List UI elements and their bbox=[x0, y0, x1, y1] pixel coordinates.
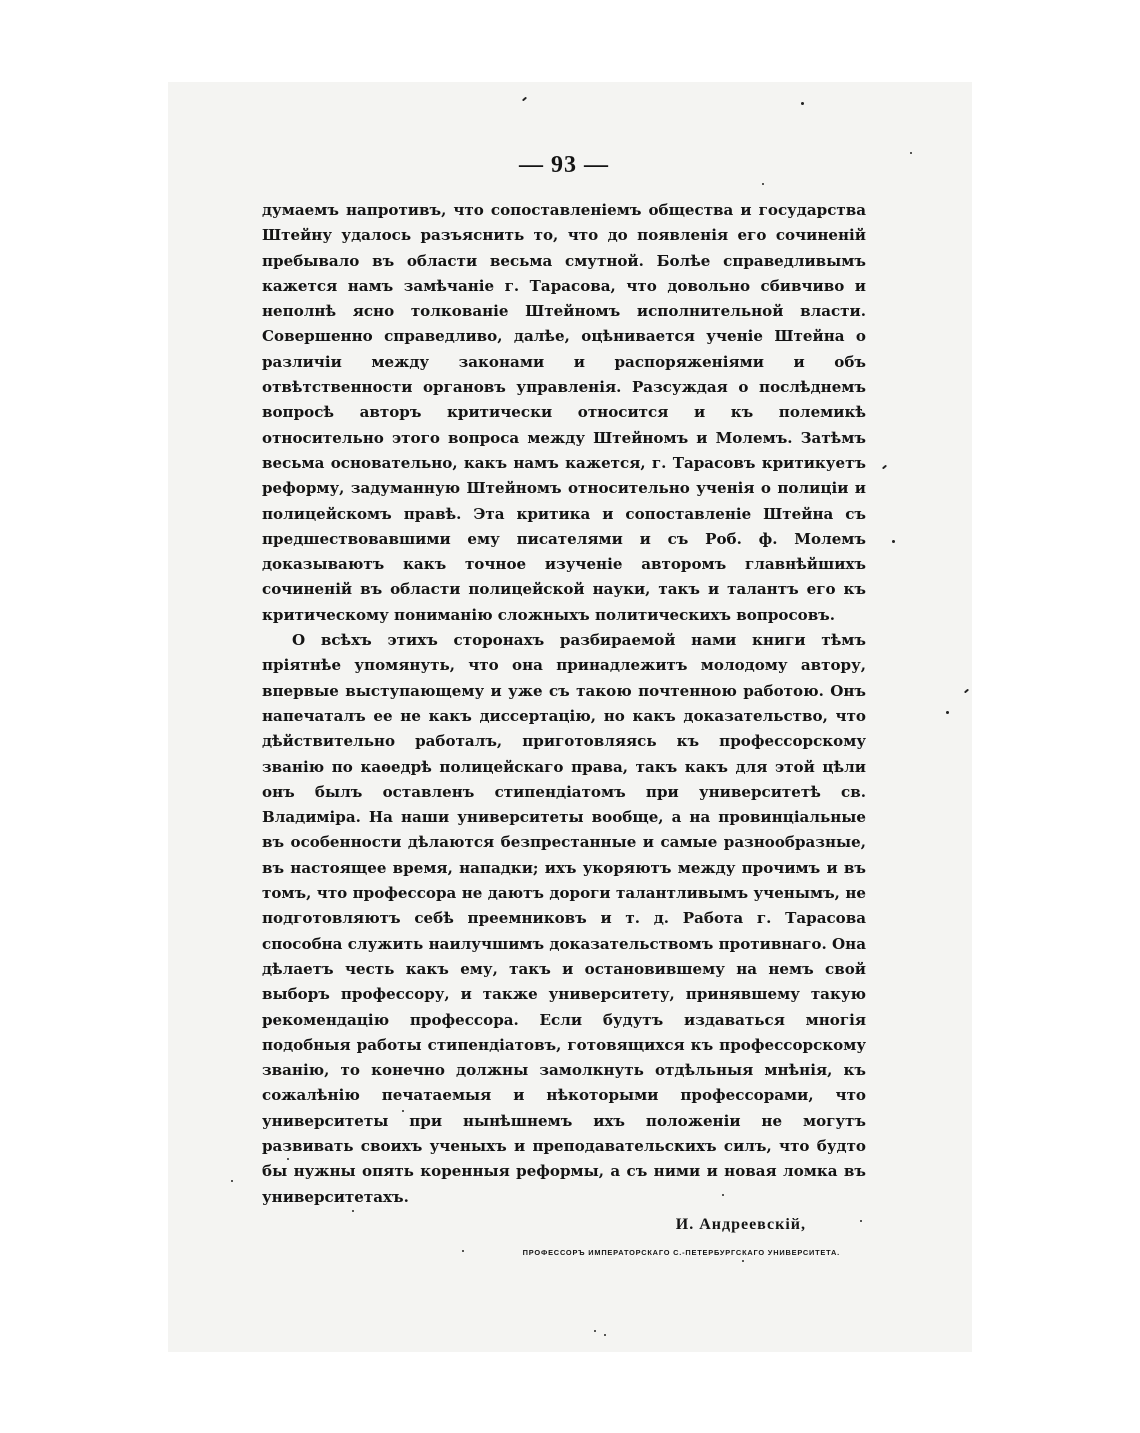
scan-speck bbox=[910, 152, 912, 154]
author-affiliation: ПРОФЕССОРЪ ИМПЕРАТОРСКАГО С.-ПЕТЕРБУРГСКАГО УНИВЕРСИТЕТА. bbox=[522, 1247, 840, 1257]
paragraph-1: думаемъ напротивъ, что сопоставленіемъ общества и государства Штейну удалось разъяснить то, что до появленія его сочиненій пребывало въ области весьма смутной. Болѣе справедливымъ кажется намъ замѣчаніе г. Тарасова, что довольно сбивчиво и неполнѣ ясно толкованіе Штейномъ исполнительной власти. Совершенно справедливо, далѣе, оцѣниваетcя ученіе Штейна о различіи между законами и распоряженіями и объ отвѣтственности органовъ управленія. Разсуждая о послѣднемъ вопросѣ авторъ критически относится и къ полемикѣ относительно этого вопроса между Штейномъ и Молемъ. Затѣмъ весьма основательно, какъ намъ кажется, г. Тарасовъ критикуетъ реформу, задуманную Штейномъ относительно ученія о полиціи и полицейскомъ правѣ. Эта критика и сопоставленіе Штейна съ предшествовавшими ему писателями и съ Роб. ф. Молемъ доказываютъ какъ точное изученіе авторомъ главнѣйшихъ сочиненій въ области полицейской науки, такъ и талантъ его къ критическому пониманію сложныхъ политическихъ вопросовъ. bbox=[262, 201, 866, 624]
document-page bbox=[262, 148, 866, 1260]
paragraph-2: О всѣхъ этихъ сторонахъ разбираемой нами книги тѣмъ пріятнѣе упомянуть, что она принадлежитъ молодому автору, впервые выступающему и уже съ такою почтенною работою. Онъ напечаталъ ее не какъ диссертацію, но какъ доказательство, что дѣйствительно работалъ, приготовляясь къ профессорскому званію по каѳедрѣ полицейскаго права, такъ какъ для этой цѣли онъ былъ оставленъ стипендіатомъ при университетѣ св. Владиміра. На наши университеты вообще, а на провинціальные въ особенности дѣлаются безпрестанные и самые разнообразные, въ настоящее время, нападки; ихъ укоряютъ между прочимъ и въ томъ, что профессора не даютъ дороги талантливымъ ученымъ, не подготовляютъ себѣ преемниковъ и т. д. Работа г. Тарасова способна служить наилучшимъ доказательствомъ противнаго. Она дѣлаетъ честь какъ ему, такъ и остановившему на немъ свой выборъ профессору, и также университету, принявшему такую рекомендацію профессора. Если будутъ издаваться многія подобныя работы стипендіатовъ, готовящихся къ профессорскому званію, то конечно должны замолкнуть отдѣльныя мнѣнія, къ сожалѣнію печатаемыя и нѣкоторыми профессорами, что университеты при нынѣшнемъ ихъ положеніи не могутъ развивать своихъ ученыхъ и преподавательскихъ силъ, что будто бы нужны опять коренныя реформы, а съ ними и новая ломка въ университетахъ. bbox=[262, 631, 866, 1206]
scan-speck bbox=[231, 1180, 233, 1182]
scan-speck bbox=[604, 1334, 606, 1336]
scan-speck bbox=[742, 1260, 744, 1262]
scan-speck bbox=[892, 540, 895, 543]
scan-speck bbox=[801, 102, 804, 105]
scan-speck bbox=[594, 1330, 596, 1332]
author-signature: И. Андреевскій, bbox=[675, 1215, 806, 1233]
scan-speck bbox=[946, 711, 949, 714]
page-number: — 93 — bbox=[519, 152, 609, 178]
